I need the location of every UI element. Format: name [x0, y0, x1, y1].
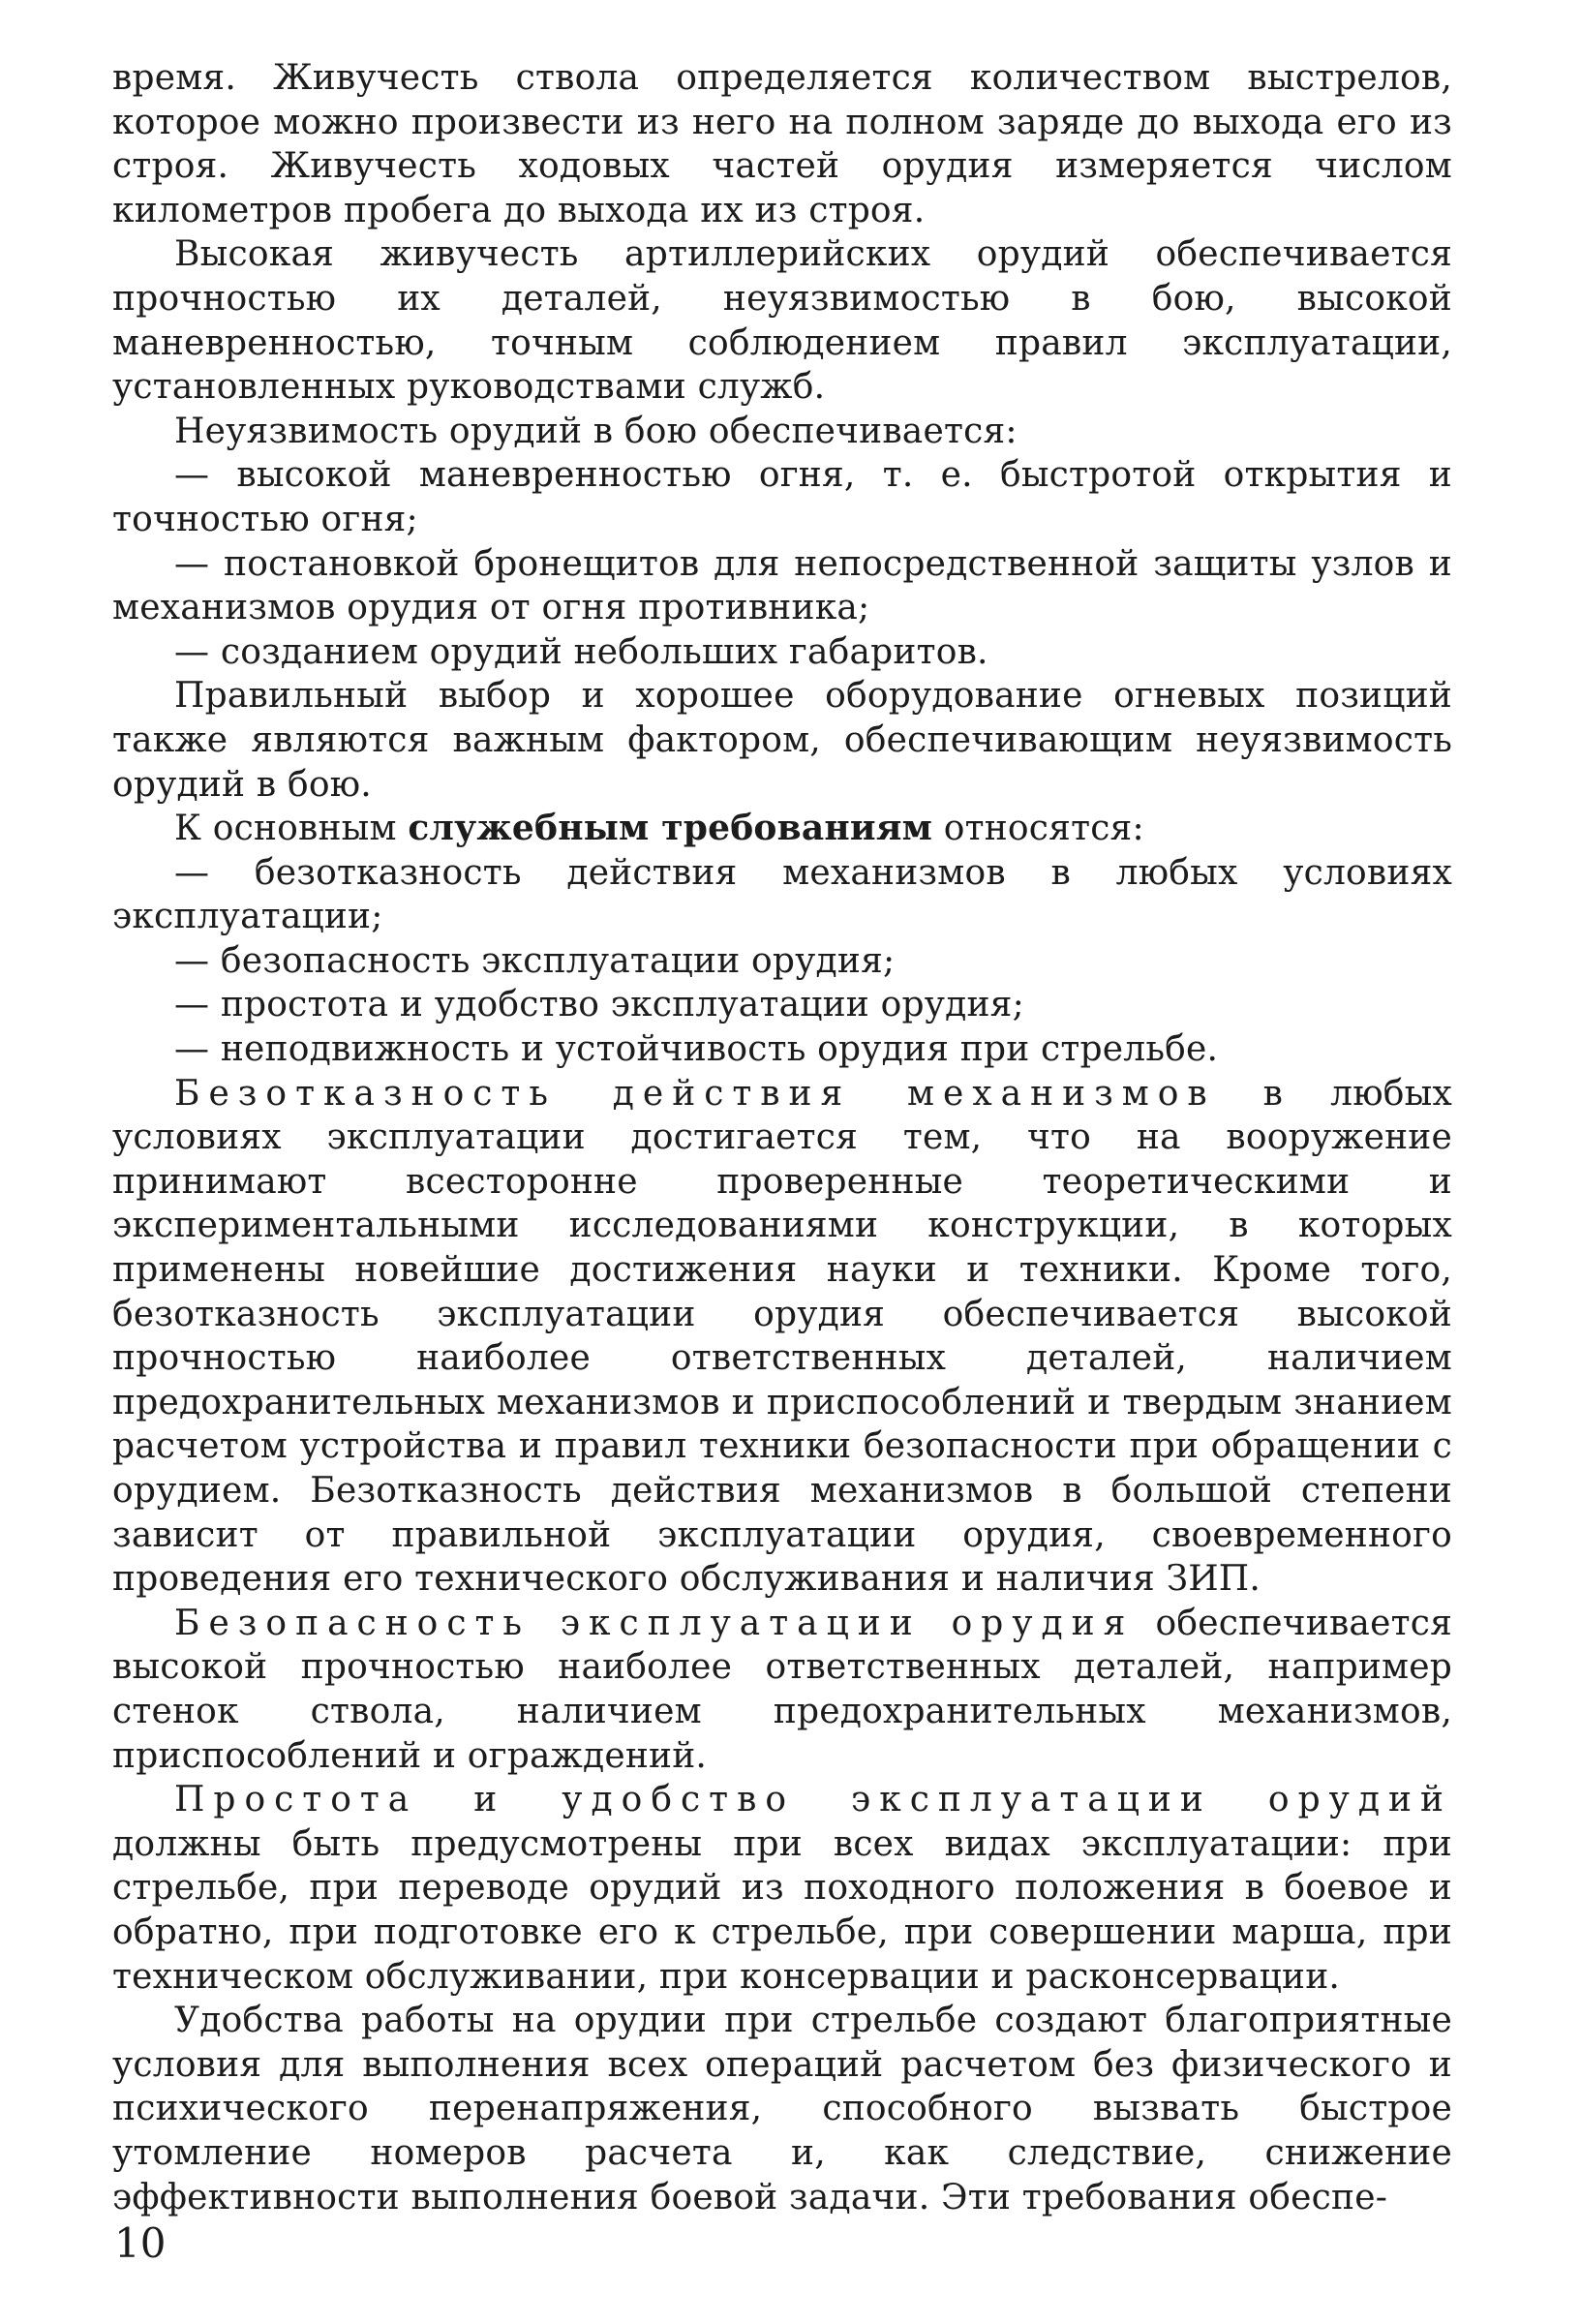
- paragraph-9: Удобства работы на орудии при стрельбе создают благоприятные условия для выполнения всех операций расчетом без физического и психического перенапряжения, способного вызвать быстрое утомление номеров расчета и, как следствие, снижение эффективности выполнения боевой задачи. Эти требования обеспе-: [112, 2001, 1452, 2217]
- paragraph-8: [112, 1778, 1452, 1999]
- list-item-4: — безотказность действия механизмов в любых условиях эксплуатации;: [112, 852, 1452, 937]
- paragraph-6-body: в любых условиях эксплуатации достигается тем, что на вооружение принимают всесторонне проверенные теоретическими и экспериментальными исследованиями конструкции, в которых применены новейшие достижения науки и техники. Кроме того, безотказность эксплуатации орудия обеспечивается высокой прочностью наиболее ответственных деталей, наличием предохранительных механизмов и приспособлений и твердым знанием расчетом устройства и правил техники безопасности при обращении с орудием. Безотказность действия механизмов в большой степени зависит от правильной эксплуатации орудия, своевременного проведения его технического обслуживания и наличия ЗИП.: [112, 1073, 1452, 1600]
- page-number: 10: [114, 2219, 167, 2267]
- paragraph-7-body: обеспечивается высокой прочностью наиболее ответственных деталей, например стенок ствола, наличием предохранительных механизмов, приспособлений и ограждений.: [112, 1603, 1452, 1776]
- paragraph-5-end: относятся:: [932, 809, 1144, 849]
- list-item-3: — созданием орудий небольших габаритов.: [174, 631, 988, 672]
- paragraph-5-bold-term: служебным требованиям: [408, 808, 933, 849]
- paragraph-3: Неуязвимость орудий в бою обеспечивается:: [174, 411, 1018, 451]
- paragraph-5-start: К основным: [174, 809, 409, 849]
- list-item-2: — постановкой бронещитов для непосредственной защиты узлов и механизмов орудия от огня противника;: [112, 543, 1452, 628]
- paragraph-5: [112, 807, 1452, 851]
- paragraph-1: время. Живучесть ствола определяется количеством выстрелов, которое можно произвести из него на полном заряде до выхода его из строя. Живучесть ходовых частей орудия измеряется числом километров пробега до выхода их из строя.: [112, 58, 1452, 230]
- body-text: [112, 56, 1452, 2219]
- list-item-5: — безопасность эксплуатации орудия;: [174, 940, 896, 981]
- paragraph-8-body: должны быть предусмотрены при всех видах эксплуатации: при стрельбе, при переводе орудий из походного положения в боевое и обратно, при подготовке его к стрельбе, при совершении марша, при техническом обслуживании, при консервации и расконсервации.: [112, 1823, 1452, 1997]
- list-item-1: — высокой маневренностью огня, т. е. быстротой открытия и точностью огня;: [112, 455, 1452, 539]
- paragraph-7: [112, 1602, 1452, 1778]
- paragraph-6: [112, 1072, 1452, 1602]
- paragraph-4: Правильный выбор и хорошее оборудование огневых позиций также являются важным фактором, обеспечивающим неуязвимость орудий в бою.: [112, 676, 1452, 805]
- paragraph-2: Высокая живучесть артиллерийских орудий обеспечивается прочностью их деталей, неуязвимостью в бою, высокой маневренностью, точным соблюдением правил эксплуатации, установленных руководствами служб.: [112, 234, 1452, 408]
- list-item-7: — неподвижность и устойчивость орудия при стрельбе.: [174, 1029, 1219, 1070]
- paragraph-7-spaced-term: Безопасность эксплуатации орудия: [174, 1603, 1135, 1643]
- paragraph-8-spaced-term: Простота и удобство эксплуатации орудий: [174, 1780, 1452, 1820]
- paragraph-6-spaced-term: Безотказность действия механизмов: [174, 1073, 1216, 1114]
- list-item-6: — простота и удобство эксплуатации орудия;: [174, 985, 1024, 1025]
